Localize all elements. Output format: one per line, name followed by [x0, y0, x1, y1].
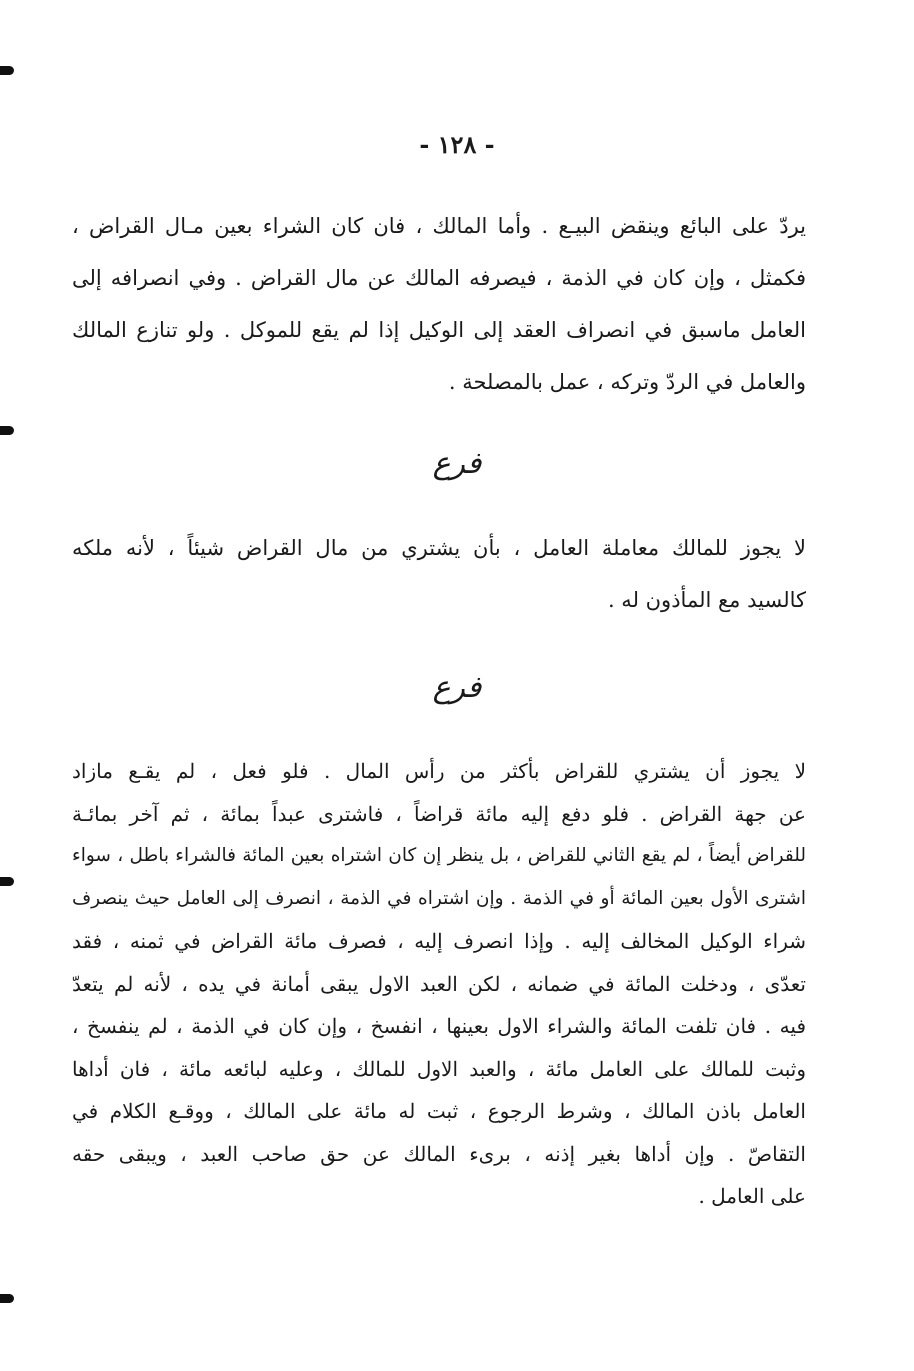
section-heading: فرع	[432, 446, 482, 481]
page-number: - ١٢٨ -	[419, 130, 495, 159]
text-line: فيه . فان تلفت المائة والشراء الاول بعينها ، انفسخ ، وإن كان في الذمة ، لم ينفسخ ،	[72, 1014, 806, 1038]
paragraph-2	[72, 522, 806, 626]
text-line: للقراض أيضاً ، لم يقع الثاني للقراض ، بل ينظر إن كان اشتراه بعين المائة فالشراء باطل ، سواء	[72, 845, 806, 866]
text-line: لا يجوز أن يشتري للقراض بأكثر من رأس المال . فلو فعل ، لم يقـع مازاد	[72, 759, 806, 783]
text-line: عن جهة القراض . فلو دفع إليه مائة قراضاً ، فاشترى عبداً بمائة ، ثم آخر بمائـة	[72, 801, 806, 826]
binding-mark	[0, 877, 14, 886]
section-heading: فرع	[432, 670, 482, 705]
text-line: كالسيد مع المأذون له .	[607, 588, 806, 612]
text-line: على العامل .	[698, 1184, 806, 1208]
text-line: تعدّى ، ودخلت المائة في ضمانه ، لكن العبد الاول يبقى أمانة في يده ، لأنه لم يتعدّ	[72, 971, 806, 996]
paragraph-3	[72, 750, 806, 1218]
text-line: التقاصّ . وإن أداها بغير إذنه ، برىء المالك عن حق صاحب العبد ، ويبقى حقه	[72, 1141, 806, 1166]
text-line: لا يجوز للمالك معاملة العامل ، بأن يشتري من مال القراض شيئاً ، لأنه ملكه	[72, 536, 806, 560]
binding-mark	[0, 66, 14, 75]
binding-mark	[0, 426, 14, 435]
text-line: العامل باذن المالك ، وشرط الرجوع ، ثبت له مائة على المالك ، ووقـع الكلام في	[72, 1099, 806, 1123]
text-line: والعامل في الردّ وتركه ، عمل بالمصلحة .	[448, 370, 806, 394]
text-line: شراء الوكيل المخالف إليه . وإذا انصرف إليه ، فصرف مائة القراض في ثمنه ، فقد	[72, 929, 806, 953]
text-line: اشترى الأول بعين المائة أو في الذمة . وإن اشتراه في الذمة ، انصرف إلى العامل حيث ينصرف	[72, 887, 806, 909]
text-line: العامل ماسبق في انصراف العقد إلى الوكيل إذا لم يقع للموكل . ولو تنازع المالك	[72, 318, 806, 342]
text-line: يردّ على البائع وينقض البيـع . وأما المالك ، فان كان الشراء بعين مـال القراض ،	[72, 214, 806, 238]
text-line: فكمثل ، وإن كان في الذمة ، فيصرفه المالك عن مال القراض . وفي انصرافه إلى	[72, 266, 806, 290]
binding-mark	[0, 1294, 14, 1303]
paragraph-1	[72, 200, 806, 408]
text-line: وثبت للمالك على العامل مائة ، والعبد الاول للمالك ، وعليه لبائعه مائة ، فان أداها	[72, 1056, 806, 1081]
